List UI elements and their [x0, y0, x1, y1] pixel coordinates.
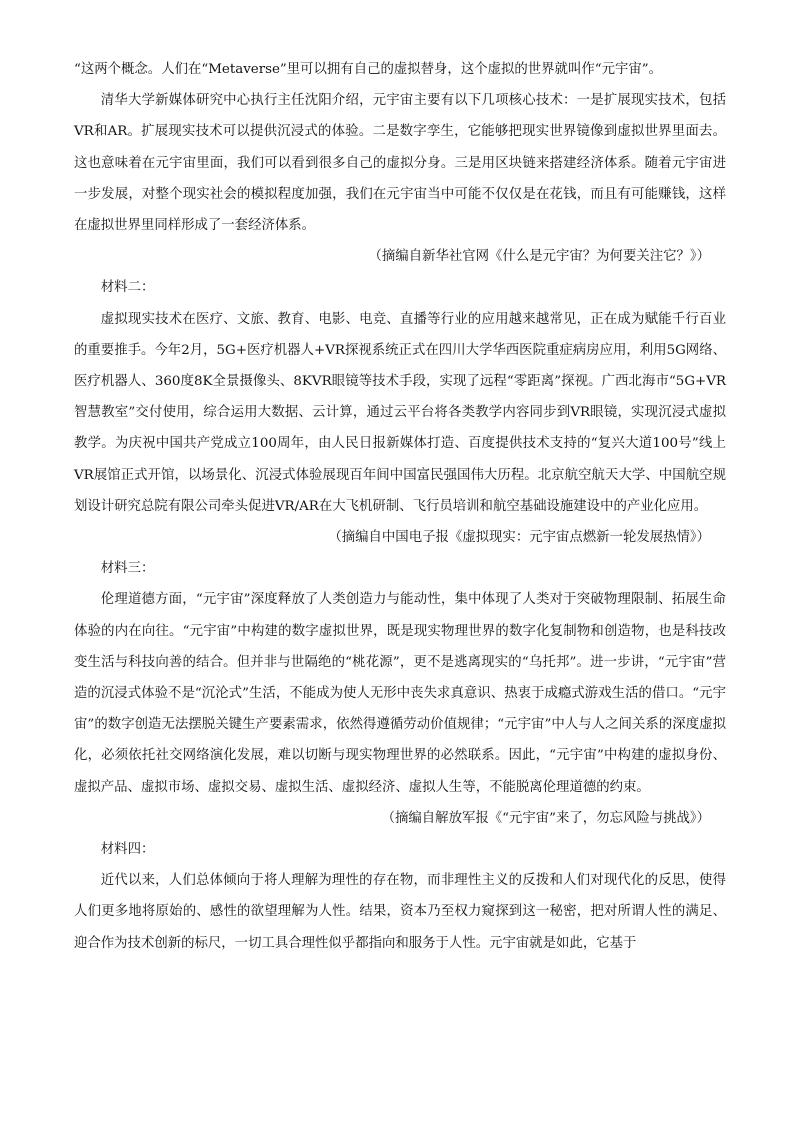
paragraph-material-four: 近代以来，人们总体倾向于将人理解为理性的存在物，而非理性主义的反拨和人们对现代化的反思，使得人们更多地将原始的、感性的欲望理解为人性。结果，资本乃至权力窥探到这一秘密，把对所谓人性的满足、迎合作为技术创新的标尺，一切工具合理性似乎都指向和服务于人性。元宇宙就是如此，它基于	[74, 873, 726, 951]
material-four-heading: 材料四：	[100, 842, 155, 858]
material-three-heading: 材料三：	[100, 561, 155, 577]
document-page	[74, 54, 726, 959]
source-citation-1: （摘编自新华社官网《什么是元宇宙？为何要关注它？》）	[368, 249, 710, 265]
paragraph-material-three: 伦理道德方面，“元宇宙”深度释放了人类创造力与能动性，集中体现了人类对于突破物理限制、拓展生命体验的内在向往。“元宇宙”中构建的数字虚拟世界，既是现实物理世界的数字化复制物和创造物，也是科技改变生活与科技向善的结合。但并非与世隔绝的“桃花源”，更不是逃离现实的“乌托邦”。进一步讲，“元宇宙”营造的沉浸式体验不是“沉沦式”生活，不能成为使人无形中丧失求真意识、热衷于成瘾式游戏生活的借口。“元宇宙”的数字创造无法摆脱关键生产要素需求，依然得遵循劳动价值规律；“元宇宙”中人与人之间关系的深度虚拟化，必须依托社交网络演化发展，难以切断与现实物理世界的必然联系。因此，“元宇宙”中构建的虚拟身份、虚拟产品、虚拟市场、虚拟交易、虚拟生活、虚拟经济、虚拟人生等，不能脱离伦理道德的约束。	[74, 592, 726, 795]
paragraph-material-one-tech: 清华大学新媒体研究中心执行主任沈阳介绍，元宇宙主要有以下几项核心技术：一是扩展现实技术，包括VR和AR。扩展现实技术可以提供沉浸式的体验。二是数字孪生，它能够把现实世界镜像到虚拟世界里面去。这也意味着在元宇宙里面，我们可以看到很多自己的虚拟分身。三是用区块链来搭建经济体系。随着元宇宙进一步发展，对整个现实社会的模拟程度加强，我们在元宇宙当中可能不仅仅是在花钱，而且有可能赚钱，这样在虚拟世界里同样形成了一套经济体系。	[74, 93, 726, 234]
paragraph-material-two: 虚拟现实技术在医疗、文旅、教育、电影、电竞、直播等行业的应用越来越常见，正在成为赋能千行百业的重要推手。今年2月，5G+医疗机器人+VR探视系统正式在四川大学华西医院重症病房应用，利用5G网络、医疗机器人、360度8K全景摄像头、8KVR眼镜等技术手段，实现了远程“零距离”探视。广西北海市“5G+VR智慧教室”交付使用，综合运用大数据、云计算，通过云平台将各类教学内容同步到VR眼镜，实现沉浸式虚拟教学。为庆祝中国共产党成立100周年，由人民日报新媒体打造、百度提供技术支持的“复兴大道100号”线上VR展馆正式开馆，以场景化、沉浸式体验展现百年间中国富民强国伟大历程。北京航空航天大学、中国航空规划设计研究总院有限公司牵头促进VR/AR在大飞机研制、飞行员培训和航空基础设施建设中的产业化应用。	[74, 311, 726, 514]
paragraph-continuation: “这两个概念。人们在“Metaverse”里可以拥有自己的虚拟替身，这个虚拟的世界就叫作“元宇宙”。	[74, 62, 662, 77]
material-two-heading: 材料二：	[100, 280, 155, 296]
source-citation-2: （摘编自中国电子报《虚拟现实：元宇宙点燃新一轮发展热情》）	[328, 530, 710, 546]
source-citation-3: （摘编自解放军报《“元宇宙”来了，勿忘风险与挑战》）	[381, 810, 710, 826]
